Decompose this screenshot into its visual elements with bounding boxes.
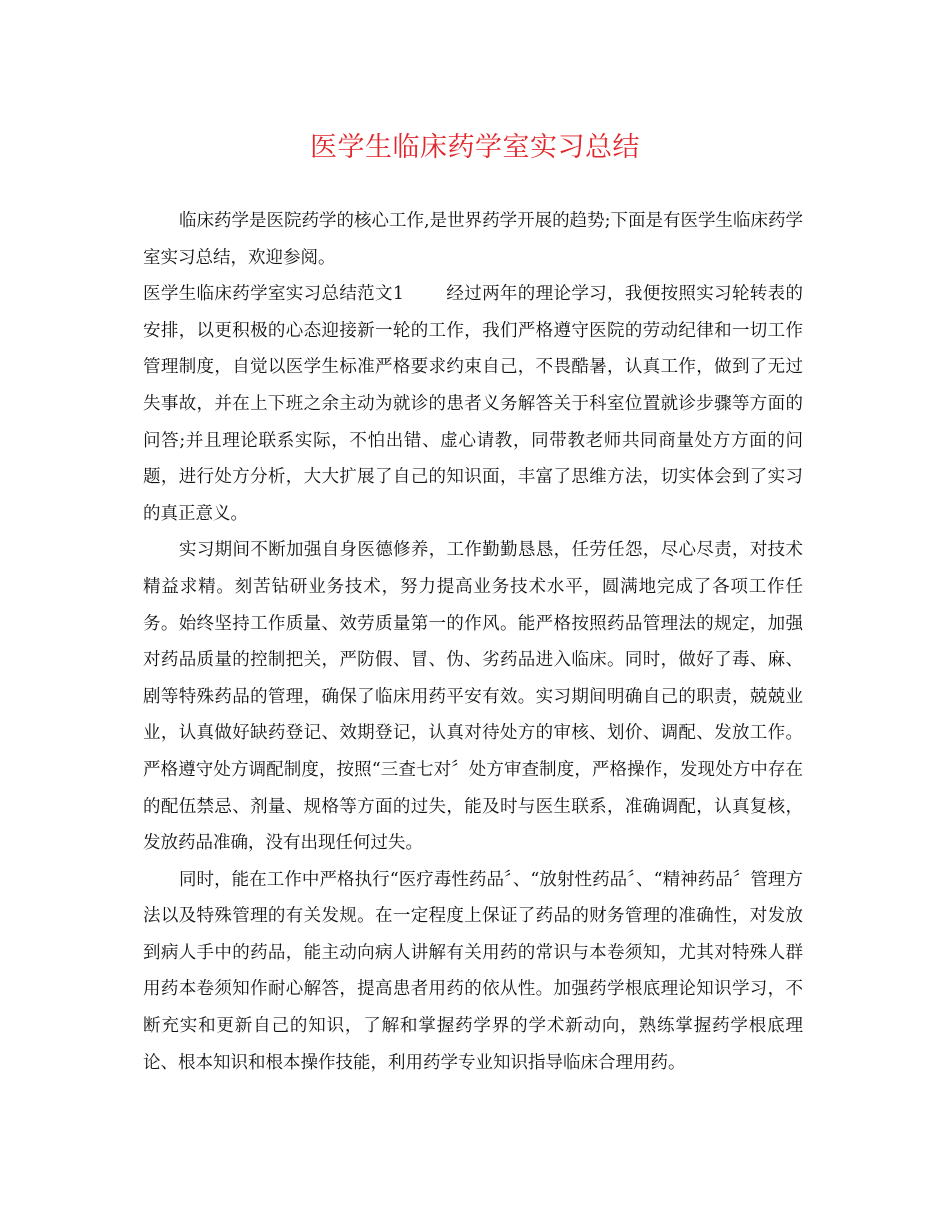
document-title: 医学生临床药学室实习总结 [310,132,640,163]
paragraph-1-text: 经过两年的理论学习，我便按照实习轮转表的安排，以更积极的心态迎接新一轮的工作，我们严格遵守医院的劳动纪律和一切工作管理制度，自觉以医学生标准严格要求约束自己，不畏酷暑，认真工作，做到了无过失事故，并在上下班之余主动为就诊的患者义务解答关于科室位置就诊步骤等方面的问答;并且理论联系实际，不怕出错、虚心请教，同带教老师共同商量处方方面的问题，进行处方分析，大大扩展了自己的知识面，丰富了思维方法，切实体会到了实习的真正意义。 [143,284,804,524]
paragraph-3: 同时，能在工作中严格执行“医疗毒性药品〞、“放射性药品〞、“精神药品〞管理方法以及特殊管理的有关发规。在一定程度上保证了药品的财务管理的准确性，对发放到病人手中的药品，能主动向病人讲解有关用药的常识与本卷须知，尤其对特殊人群用药本卷须知作耐心解答，提高患者用药的依从性。加强药学根底理论知识学习，不断充实和更新自己的知识，了解和掌握药学界的学术新动向，熟练掌握药学根底理论、根本知识和根本操作技能，利用药学专业知识指导临床合理用药。 [143,869,803,1073]
sample-paragraph-1 [143,276,803,532]
sample-heading: 医学生临床药学室实习总结范文1 [143,284,405,305]
paragraph-2: 实习期间不断加强自身医德修养，工作勤勤恳恳，任劳任怨，尽心尽责，对技术精益求精。刻苦钻研业务技术，努力提高业务技术水平，圆满地完成了各项工作任务。始终坚持工作质量、效劳质量第一的作风。能严格按照药品管理法的规定，加强对药品质量的控制把关，严防假、冒、伪、劣药品进入临床。同时，做好了毒、麻、剧等特殊药品的管理，确保了临床用药平安有效。实习期间明确自己的职责，兢兢业业，认真做好缺药登记、效期登记，认真对待处方的审核、划价、调配、发放工作。严格遵守处方调配制度，按照“三查七对〞处方审查制度，严格操作，发现处方中存在的配伍禁忌、剂量、规格等方面的过失，能及时与医生联系，准确调配，认真复核，发放药品准确，没有出现任何过失。 [143,540,803,854]
intro-paragraph: 临床药学是医院药学的核心工作,是世界药学开展的趋势;下面是有医学生临床药学室实习总结，欢迎参阅。 [143,211,803,268]
document-body [143,203,803,1081]
